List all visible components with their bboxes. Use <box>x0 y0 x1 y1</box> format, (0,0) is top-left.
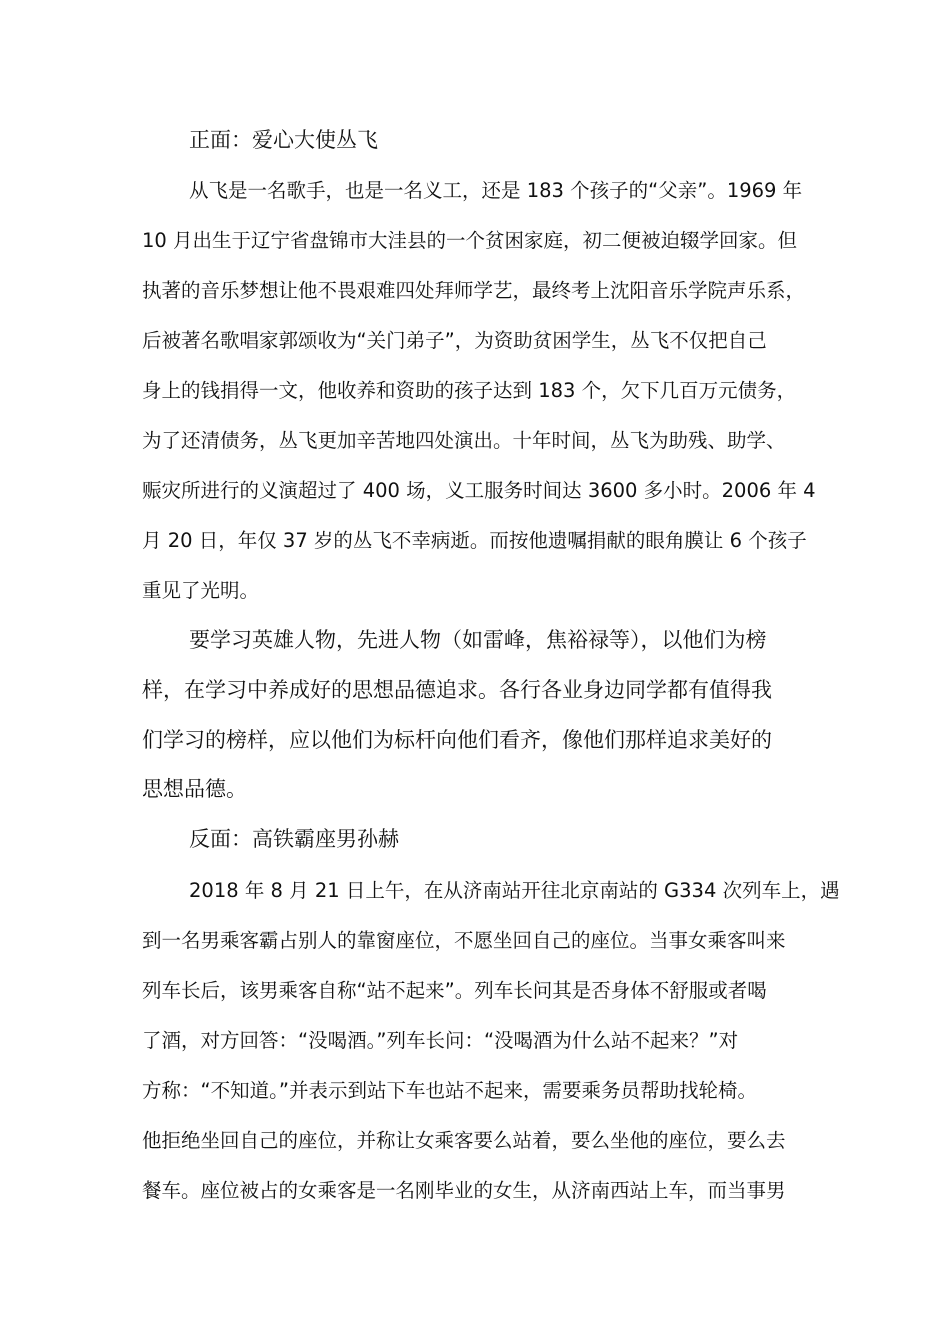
paragraph-line: 了酒，对方回答：“没喝酒。”列车长问：“没喝酒为什么站不起来？”对 <box>142 1029 739 1052</box>
paragraph-line: 样，在学习中养成好的思想品德追求。各行各业身边同学都有值得我 <box>142 678 772 702</box>
paragraph-line: 餐车。座位被占的女乘客是一名刚毕业的女生，从济南西站上车，而当事男 <box>142 1179 786 1202</box>
paragraph-line: 们学习的榜样，应以他们为标杆向他们看齐，像他们那样追求美好的 <box>142 728 772 752</box>
paragraph-line: 要学习英雄人物，先进人物（如雷峰，焦裕禄等），以他们为榜 <box>189 628 767 652</box>
paragraph-line: 到一名男乘客霸占别人的靠窗座位，不愿坐回自己的座位。当事女乘客叫来 <box>142 929 786 952</box>
paragraph-line: 2018 年 8 月 21 日上午，在从济南站开往北京南站的 G334 次列车上，遇 <box>189 879 840 902</box>
paragraph-line: 为了还清债务，丛飞更加辛苦地四处演出。十年时间，丛飞为助残、助学、 <box>142 429 786 452</box>
paragraph-line: 身上的钱捐得一文，他收养和资助的孩子达到 183 个，欠下几百万元债务， <box>142 379 797 402</box>
heading-negative-example: 反面：高铁霸座男孙赫 <box>189 827 399 851</box>
paragraph-line: 方称：“不知道。”并表示到站下车也站不起来，需要乘务员帮助找轮椅。 <box>142 1079 757 1102</box>
paragraph-line: 列车长后，该男乘客自称“站不起来”。列车长问其是否身体不舒服或者喝 <box>142 979 767 1002</box>
paragraph-line: 赈灾所进行的义演超过了 400 场，义工服务时间达 3600 多小时。2006 年 4 <box>142 479 816 502</box>
heading-positive-example: 正面：爱心大使丛飞 <box>189 128 378 152</box>
paragraph-line: 他拒绝坐回自己的座位，并称让女乘客要么站着，要么坐他的座位，要么去 <box>142 1129 786 1152</box>
paragraph-line: 10 月出生于辽宁省盘锦市大洼县的一个贫困家庭，初二便被迫辍学回家。但 <box>142 229 798 252</box>
paragraph-line: 重见了光明。 <box>142 579 260 602</box>
paragraph-line: 后被著名歌唱家郭颂收为“关门弟子”，为资助贫困学生，丛飞不仅把自己 <box>142 329 767 352</box>
paragraph-line: 月 20 日，年仅 37 岁的丛飞不幸病逝。而按他遗嘱捐献的眼角膜让 6 个孩子 <box>142 529 807 552</box>
paragraph-line: 思想品德。 <box>142 777 247 801</box>
paragraph-line: 从飞是一名歌手，也是一名义工，还是 183 个孩子的“父亲”。1969 年 <box>189 179 803 202</box>
paragraph-line: 执著的音乐梦想让他不畏艰难四处拜师学艺，最终考上沈阳音乐学院声乐系， <box>142 279 806 302</box>
